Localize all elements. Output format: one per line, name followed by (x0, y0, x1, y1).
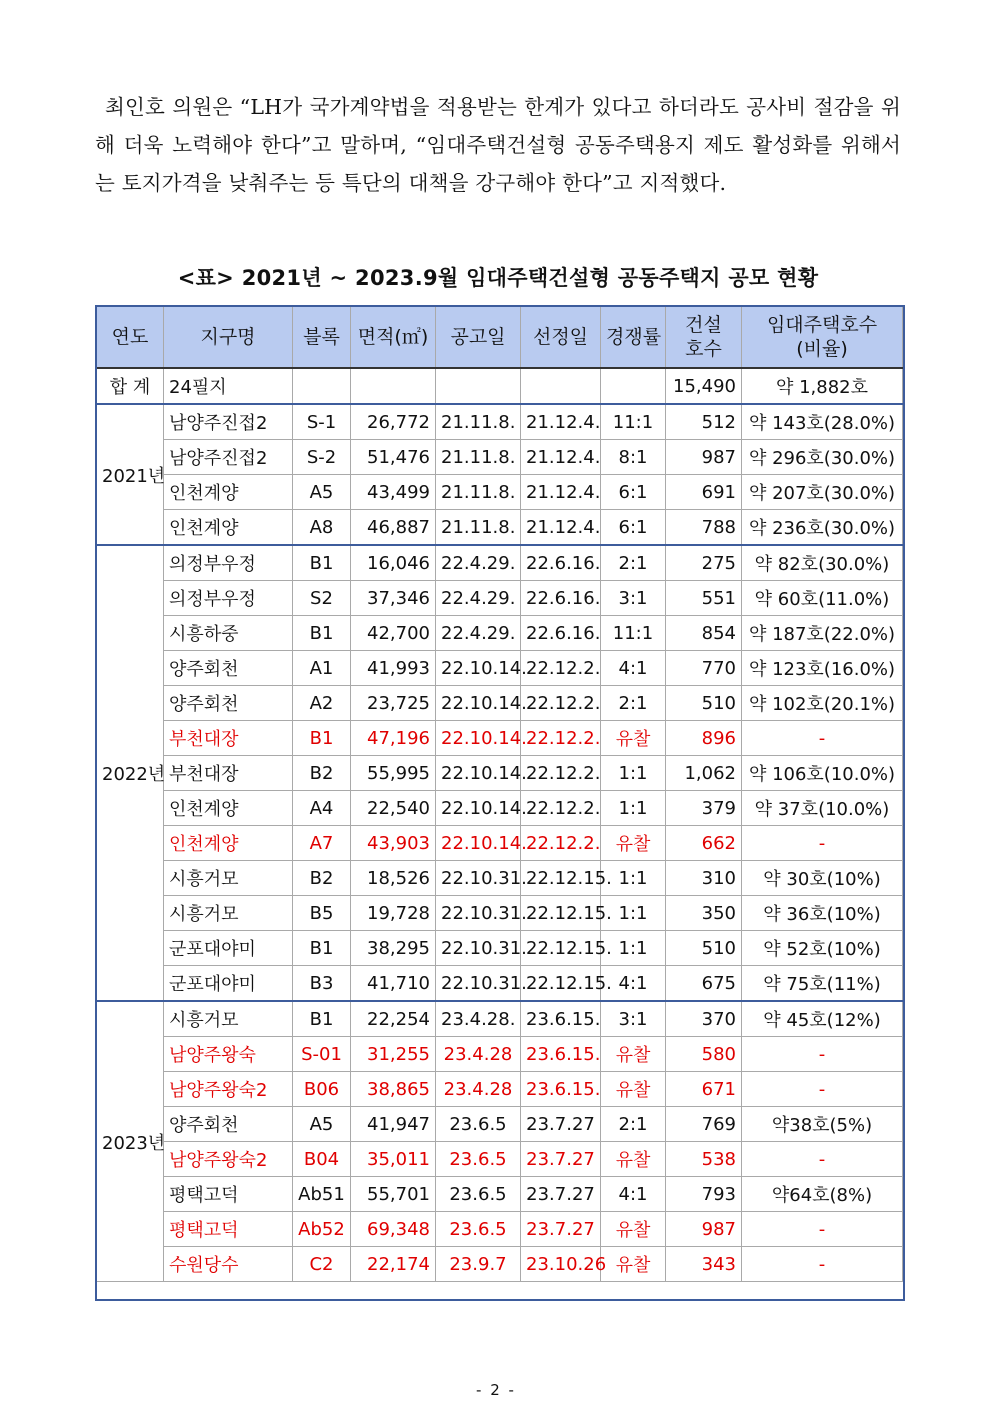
area-cell: 18,526 (351, 861, 436, 896)
district-cell: 남양주왕숙2 (164, 1072, 293, 1107)
rental-cell: 약 37호(10.0%) (742, 791, 903, 826)
units-cell: 793 (666, 1177, 742, 1212)
units-cell: 662 (666, 826, 742, 861)
notice-date-cell: 21.11.8. (436, 404, 521, 440)
block-cell: B1 (293, 721, 351, 756)
rental-cell: - (742, 826, 903, 861)
notice-date-cell: 23.6.5 (436, 1142, 521, 1177)
area-cell: 55,995 (351, 756, 436, 791)
rental-cell: - (742, 1212, 903, 1247)
selection-date-cell: 21.12.4. (521, 475, 601, 510)
area-cell: 41,710 (351, 966, 436, 1002)
total-row (97, 368, 903, 404)
table-row (97, 931, 903, 966)
units-cell: 987 (666, 440, 742, 475)
area-cell: 69,348 (351, 1212, 436, 1247)
page-number: - 2 - (476, 1381, 516, 1399)
block-cell: S-1 (293, 404, 351, 440)
district-cell: 남양주왕숙 (164, 1037, 293, 1072)
district-cell: 수원당수 (164, 1247, 293, 1282)
units-cell: 551 (666, 581, 742, 616)
selection-date-cell: 23.7.27 (521, 1177, 601, 1212)
selection-date-cell: 22.12.15. (521, 966, 601, 1002)
table-row (97, 721, 903, 756)
total-empty-competition (601, 368, 666, 404)
year-cell: 2021년 (97, 404, 164, 545)
block-cell: B1 (293, 1001, 351, 1037)
table-row (97, 756, 903, 791)
rental-cell: - (742, 1037, 903, 1072)
block-cell: B1 (293, 931, 351, 966)
selection-date-cell: 22.12.2. (521, 756, 601, 791)
block-cell: B04 (293, 1142, 351, 1177)
rental-cell: 약 36호(10%) (742, 896, 903, 931)
notice-date-cell: 23.4.28 (436, 1072, 521, 1107)
units-cell: 512 (666, 404, 742, 440)
table-header-row (97, 307, 903, 369)
notice-date-cell: 22.4.29. (436, 545, 521, 581)
notice-date-cell: 22.10.31. (436, 861, 521, 896)
competition-cell: 2:1 (601, 686, 666, 721)
rental-cell: 약 75호(11%) (742, 966, 903, 1002)
units-cell: 310 (666, 861, 742, 896)
notice-date-cell: 23.6.5 (436, 1107, 521, 1142)
area-cell: 55,701 (351, 1177, 436, 1212)
total-empty-area (351, 368, 436, 404)
block-cell: A2 (293, 686, 351, 721)
rental-cell: 약 52호(10%) (742, 931, 903, 966)
units-cell: 788 (666, 510, 742, 546)
district-cell: 평택고덕 (164, 1177, 293, 1212)
total-empty-block (293, 368, 351, 404)
total-empty-notice (436, 368, 521, 404)
notice-date-cell: 22.10.31. (436, 966, 521, 1002)
area-cell: 46,887 (351, 510, 436, 546)
competition-cell: 3:1 (601, 581, 666, 616)
table-row (97, 510, 903, 546)
header-rental (742, 307, 903, 369)
rental-cell: 약64호(8%) (742, 1177, 903, 1212)
block-cell: A5 (293, 475, 351, 510)
selection-date-cell: 22.12.15. (521, 931, 601, 966)
area-cell: 26,772 (351, 404, 436, 440)
block-cell: A5 (293, 1107, 351, 1142)
district-cell: 평택고덕 (164, 1212, 293, 1247)
notice-date-cell: 22.10.31. (436, 896, 521, 931)
area-cell: 42,700 (351, 616, 436, 651)
block-cell: A4 (293, 791, 351, 826)
selection-date-cell: 22.12.15. (521, 896, 601, 931)
selection-date-cell: 22.12.2. (521, 791, 601, 826)
district-cell: 인천계양 (164, 510, 293, 546)
area-cell: 22,174 (351, 1247, 436, 1282)
selection-date-cell: 23.7.27 (521, 1142, 601, 1177)
total-empty-selection (521, 368, 601, 404)
district-cell: 인천계양 (164, 791, 293, 826)
units-cell: 379 (666, 791, 742, 826)
header-units-line1: 건설 (685, 314, 722, 336)
notice-date-cell: 23.4.28. (436, 1001, 521, 1037)
notice-date-cell: 22.10.14. (436, 651, 521, 686)
rental-cell: - (742, 721, 903, 756)
block-cell: B1 (293, 616, 351, 651)
units-cell: 770 (666, 651, 742, 686)
units-cell: 538 (666, 1142, 742, 1177)
district-cell: 부천대장 (164, 756, 293, 791)
competition-cell: 1:1 (601, 861, 666, 896)
block-cell: B5 (293, 896, 351, 931)
selection-date-cell: 23.7.27 (521, 1107, 601, 1142)
selection-date-cell: 21.12.4. (521, 510, 601, 546)
competition-cell: 11:1 (601, 616, 666, 651)
competition-cell: 1:1 (601, 896, 666, 931)
competition-cell: 유찰 (601, 1142, 666, 1177)
table-row (97, 440, 903, 475)
year-cell: 2023년 (97, 1001, 164, 1282)
district-cell: 인천계양 (164, 826, 293, 861)
competition-cell: 1:1 (601, 756, 666, 791)
competition-cell: 6:1 (601, 475, 666, 510)
rental-cell: 약 30호(10%) (742, 861, 903, 896)
table-row (97, 861, 903, 896)
block-cell: S-01 (293, 1037, 351, 1072)
table-row (97, 581, 903, 616)
table-row (97, 1072, 903, 1107)
area-cell: 35,011 (351, 1142, 436, 1177)
header-block: 블록 (293, 307, 351, 369)
table-row (97, 1037, 903, 1072)
units-cell: 671 (666, 1072, 742, 1107)
rental-cell: 약 296호(30.0%) (742, 440, 903, 475)
table-row (97, 651, 903, 686)
competition-cell: 유찰 (601, 1212, 666, 1247)
area-cell: 16,046 (351, 545, 436, 581)
header-units-line2: 호수 (685, 338, 722, 360)
block-cell: A8 (293, 510, 351, 546)
units-cell: 343 (666, 1247, 742, 1282)
units-cell: 675 (666, 966, 742, 1002)
body-paragraph: 최인호 의원은 “LH가 국가계약법을 적용받는 한계가 있다고 하더라도 공사비 절감을 위해 더욱 노력해야 한다”고 말하며, “임대주택건설형 공동주택용지 제도 활성화를 위해서는 토지가격을 낮춰주는 등 특단의 대책을 강구해야 한다”고 지적했다. (95, 95, 901, 195)
header-rental-line2: (비율) (796, 338, 848, 360)
total-district: 24필지 (164, 368, 293, 404)
rental-cell: 약 60호(11.0%) (742, 581, 903, 616)
selection-date-cell: 22.6.16. (521, 581, 601, 616)
table-row (97, 791, 903, 826)
selection-date-cell: 23.10.26 (521, 1247, 601, 1282)
rental-cell: 약 123호(16.0%) (742, 651, 903, 686)
header-rental-line1: 임대주택호수 (766, 314, 878, 336)
table-row (97, 1001, 903, 1037)
block-cell: A7 (293, 826, 351, 861)
rental-cell: 약 236호(30.0%) (742, 510, 903, 546)
rental-cell: - (742, 1142, 903, 1177)
area-cell: 22,254 (351, 1001, 436, 1037)
district-cell: 남양주왕숙2 (164, 1142, 293, 1177)
block-cell: B3 (293, 966, 351, 1002)
notice-date-cell: 23.4.28 (436, 1037, 521, 1072)
selection-date-cell: 23.6.15. (521, 1072, 601, 1107)
area-cell: 23,725 (351, 686, 436, 721)
header-area: 면적(㎡) (351, 307, 436, 369)
table-caption: <표> 2021년 ~ 2023.9월 임대주택건설형 공동주택지 공모 현황 (177, 266, 819, 290)
rental-cell: - (742, 1072, 903, 1107)
district-cell: 남양주진접2 (164, 404, 293, 440)
district-cell: 남양주진접2 (164, 440, 293, 475)
table-row (97, 826, 903, 861)
units-cell: 896 (666, 721, 742, 756)
table-row (97, 404, 903, 440)
block-cell: B06 (293, 1072, 351, 1107)
units-cell: 1,062 (666, 756, 742, 791)
competition-cell: 유찰 (601, 1072, 666, 1107)
selection-date-cell: 21.12.4. (521, 440, 601, 475)
district-cell: 부천대장 (164, 721, 293, 756)
table-row (97, 616, 903, 651)
competition-cell: 2:1 (601, 545, 666, 581)
rental-cell: 약 207호(30.0%) (742, 475, 903, 510)
competition-cell: 4:1 (601, 966, 666, 1002)
block-cell: S2 (293, 581, 351, 616)
competition-cell: 유찰 (601, 721, 666, 756)
selection-date-cell: 22.12.2. (521, 651, 601, 686)
selection-date-cell: 22.12.2. (521, 686, 601, 721)
selection-date-cell: 22.6.16. (521, 616, 601, 651)
units-cell: 370 (666, 1001, 742, 1037)
units-cell: 275 (666, 545, 742, 581)
selection-date-cell: 21.12.4. (521, 404, 601, 440)
units-cell: 769 (666, 1107, 742, 1142)
district-cell: 인천계양 (164, 475, 293, 510)
block-cell: B2 (293, 861, 351, 896)
rental-cell: 약 45호(12%) (742, 1001, 903, 1037)
notice-date-cell: 22.10.14. (436, 686, 521, 721)
table-row (97, 1177, 903, 1212)
area-cell: 47,196 (351, 721, 436, 756)
selection-date-cell: 23.6.15. (521, 1001, 601, 1037)
table-row (97, 1107, 903, 1142)
area-cell: 41,947 (351, 1107, 436, 1142)
table-row (97, 1212, 903, 1247)
selection-date-cell: 22.12.2. (521, 826, 601, 861)
notice-date-cell: 21.11.8. (436, 510, 521, 546)
notice-date-cell: 22.10.31. (436, 931, 521, 966)
area-cell: 19,728 (351, 896, 436, 931)
header-selection-date: 선정일 (521, 307, 601, 369)
notice-date-cell: 22.10.14. (436, 721, 521, 756)
area-cell: 31,255 (351, 1037, 436, 1072)
rental-cell: 약 82호(30.0%) (742, 545, 903, 581)
selection-date-cell: 23.7.27 (521, 1212, 601, 1247)
rental-cell: 약 143호(28.0%) (742, 404, 903, 440)
rental-cell: 약 106호(10.0%) (742, 756, 903, 791)
table-row (97, 966, 903, 1002)
header-year: 연도 (97, 307, 164, 369)
competition-cell: 유찰 (601, 1037, 666, 1072)
district-cell: 시흥하중 (164, 616, 293, 651)
competition-cell: 4:1 (601, 1177, 666, 1212)
table-body (97, 368, 903, 1282)
notice-date-cell: 22.10.14. (436, 791, 521, 826)
block-cell: C2 (293, 1247, 351, 1282)
area-cell: 38,295 (351, 931, 436, 966)
block-cell: A1 (293, 651, 351, 686)
area-cell: 51,476 (351, 440, 436, 475)
table-row (97, 545, 903, 581)
rental-cell: 약 102호(20.1%) (742, 686, 903, 721)
notice-date-cell: 22.4.29. (436, 581, 521, 616)
header-district: 지구명 (164, 307, 293, 369)
competition-cell: 8:1 (601, 440, 666, 475)
competition-cell: 2:1 (601, 1107, 666, 1142)
notice-date-cell: 22.10.14. (436, 756, 521, 791)
units-cell: 987 (666, 1212, 742, 1247)
block-cell: Ab51 (293, 1177, 351, 1212)
area-cell: 22,540 (351, 791, 436, 826)
notice-date-cell: 21.11.8. (436, 440, 521, 475)
area-cell: 43,499 (351, 475, 436, 510)
district-cell: 양주회천 (164, 651, 293, 686)
competition-cell: 유찰 (601, 826, 666, 861)
selection-date-cell: 22.12.2. (521, 721, 601, 756)
competition-cell: 4:1 (601, 651, 666, 686)
units-cell: 691 (666, 475, 742, 510)
district-cell: 시흥거모 (164, 1001, 293, 1037)
selection-date-cell: 22.12.15. (521, 861, 601, 896)
block-cell: B2 (293, 756, 351, 791)
competition-cell: 1:1 (601, 931, 666, 966)
units-cell: 580 (666, 1037, 742, 1072)
table-row (97, 1142, 903, 1177)
units-cell: 854 (666, 616, 742, 651)
area-cell: 41,993 (351, 651, 436, 686)
rental-cell: - (742, 1247, 903, 1282)
notice-date-cell: 23.9.7 (436, 1247, 521, 1282)
district-cell: 양주회천 (164, 686, 293, 721)
units-cell: 510 (666, 931, 742, 966)
block-cell: S-2 (293, 440, 351, 475)
block-cell: B1 (293, 545, 351, 581)
district-cell: 시흥거모 (164, 861, 293, 896)
header-units (666, 307, 742, 369)
notice-date-cell: 23.6.5 (436, 1177, 521, 1212)
competition-cell: 6:1 (601, 510, 666, 546)
rental-cell: 약38호(5%) (742, 1107, 903, 1142)
block-cell: Ab52 (293, 1212, 351, 1247)
year-cell: 2022년 (97, 545, 164, 1001)
total-units: 15,490 (666, 368, 742, 404)
notice-date-cell: 23.6.5 (436, 1212, 521, 1247)
units-cell: 510 (666, 686, 742, 721)
competition-cell: 11:1 (601, 404, 666, 440)
notice-date-cell: 22.4.29. (436, 616, 521, 651)
competition-cell: 1:1 (601, 791, 666, 826)
competition-cell: 유찰 (601, 1247, 666, 1282)
total-label: 합 계 (97, 368, 164, 404)
district-cell: 군포대야미 (164, 966, 293, 1002)
table-row (97, 1247, 903, 1282)
area-cell: 38,865 (351, 1072, 436, 1107)
notice-date-cell: 21.11.8. (436, 475, 521, 510)
district-cell: 의정부우정 (164, 581, 293, 616)
table-row (97, 686, 903, 721)
table-row (97, 896, 903, 931)
total-rental: 약 1,882호 (742, 368, 903, 404)
table-row (97, 475, 903, 510)
rental-cell: 약 187호(22.0%) (742, 616, 903, 651)
district-cell: 양주회천 (164, 1107, 293, 1142)
district-cell: 의정부우정 (164, 545, 293, 581)
area-cell: 37,346 (351, 581, 436, 616)
notice-date-cell: 22.10.14. (436, 826, 521, 861)
selection-date-cell: 22.6.16. (521, 545, 601, 581)
header-notice-date: 공고일 (436, 307, 521, 369)
units-cell: 350 (666, 896, 742, 931)
selection-date-cell: 23.6.15. (521, 1037, 601, 1072)
competition-cell: 3:1 (601, 1001, 666, 1037)
district-cell: 시흥거모 (164, 896, 293, 931)
housing-site-table (96, 306, 903, 1282)
district-cell: 군포대야미 (164, 931, 293, 966)
area-cell: 43,903 (351, 826, 436, 861)
header-competition: 경쟁률 (601, 307, 666, 369)
